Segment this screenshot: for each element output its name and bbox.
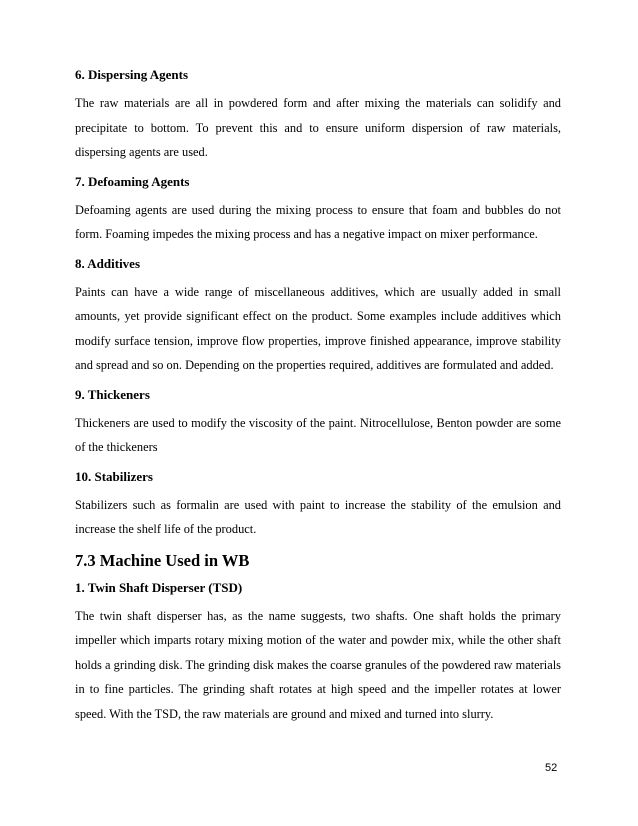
subsection-heading-twin-shaft-disperser: 1. Twin Shaft Disperser (TSD) (75, 579, 243, 595)
section-heading-thickeners: 9. Thickeners (75, 386, 150, 402)
section-paragraph-additives: Paints can have a wide range of miscellaneous additives, which are usually added in small amounts, yet provide significant effect on the product. Some examples include additives which modify surface tension, improve flow properties, improve finished appearance, improve stability and spread and so on. Depending on the properties required, additives are formulated and added. (75, 284, 561, 372)
section-heading-dispersing-agents: 6. Dispersing Agents (75, 67, 189, 82)
section-paragraph-stabilizers: Stabilizers such as formalin are used with paint to increase the stability of the emulsion and increase the shelf life of the product. (75, 497, 561, 536)
section-heading-defoaming-agents: 7. Defoaming Agents (75, 173, 190, 189)
chapter-heading: 7.3 Machine Used in WB (75, 550, 250, 570)
section-paragraph-thickeners: Thickeners are used to modify the viscosity of the paint. Nitrocellulose, Benton powder are some of the thickeners (75, 415, 561, 454)
page-number: 52 (545, 762, 558, 774)
page-content (75, 66, 561, 734)
section-heading-stabilizers: 10. Stabilizers (75, 468, 153, 484)
section-paragraph-dispersing-agents: The raw materials are all in powdered form and after mixing the materials can solidify and precipitate to bottom. To prevent this and to ensure uniform dispersion of raw materials, dispersing agents are used. (75, 96, 561, 159)
section-heading-additives: 8. Additives (75, 255, 141, 271)
subsection-paragraph-twin-shaft-disperser: The twin shaft disperser has, as the name suggests, two shafts. One shaft holds the primary impeller which imparts rotary mixing motion of the water and powder mix, while the other shaft holds a grinding disk. The grinding disk makes the coarse granules of the powdered raw materials in to fine particles. The grinding shaft rotates at high speed and the impeller rotates at lower speed. With the TSD, the raw materials are ground and mixed and turned into slurry. (75, 608, 561, 721)
section-paragraph-defoaming-agents: Defoaming agents are used during the mixing process to ensure that foam and bubbles do not form. Foaming impedes the mixing process and has a negative impact on mixer performance. (75, 202, 561, 241)
